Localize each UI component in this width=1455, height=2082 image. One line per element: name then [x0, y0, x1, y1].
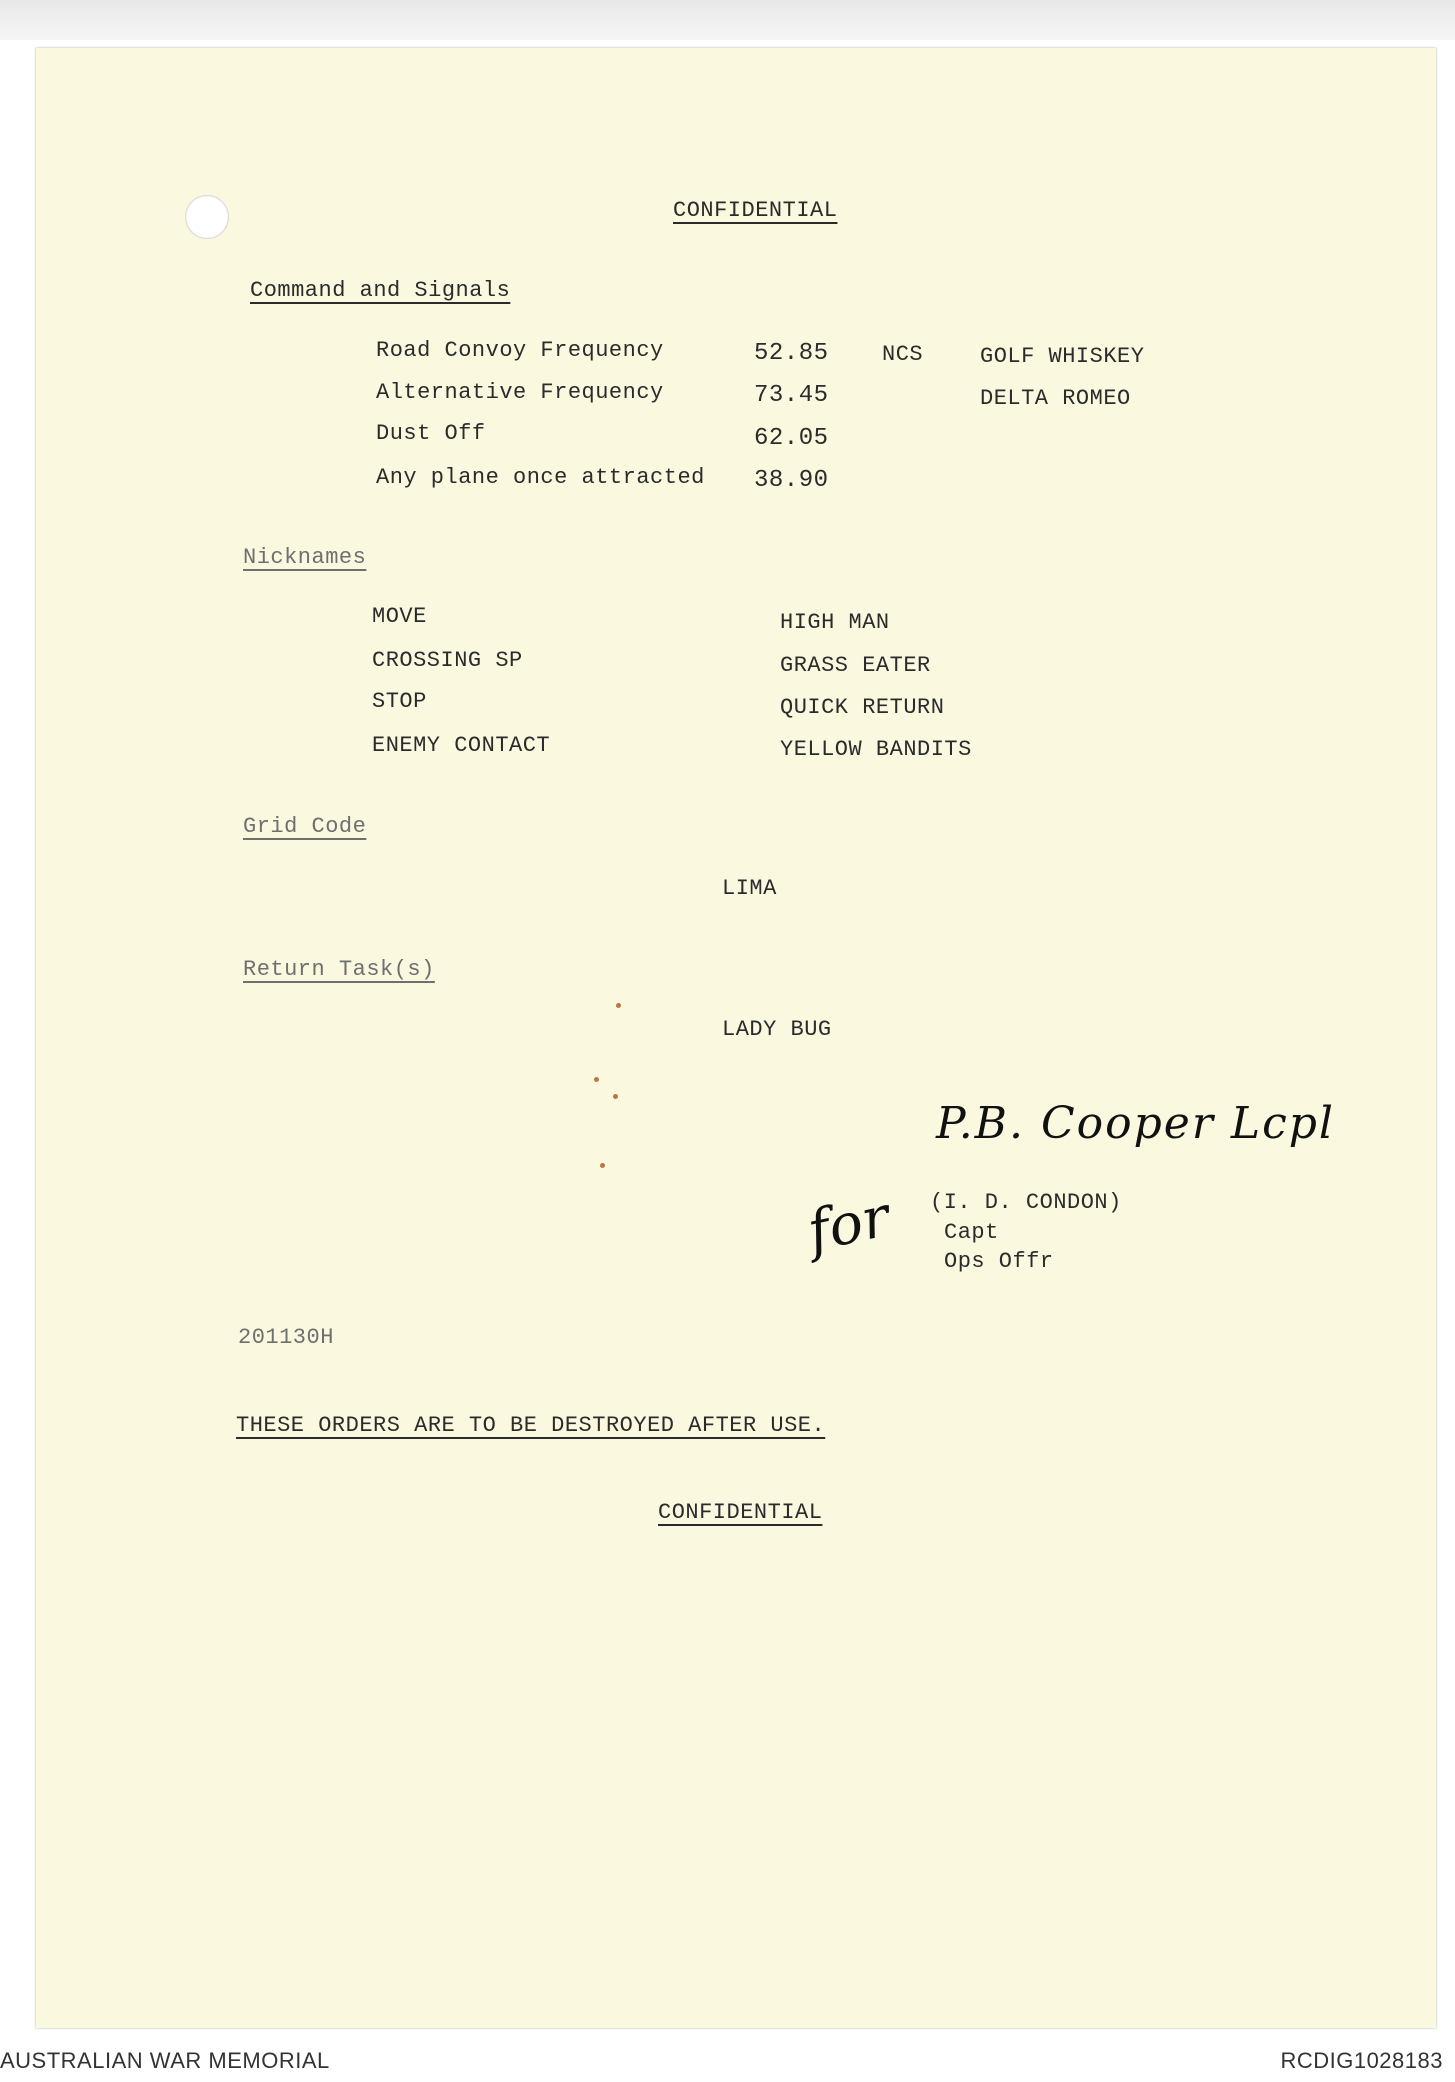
- handwritten-signature: P.B. Cooper Lcpl: [936, 1098, 1335, 1149]
- nickname: QUICK RETURN: [780, 695, 945, 720]
- section-heading-grid-code: Grid Code: [243, 814, 367, 839]
- frequency-value: 62.05: [754, 425, 829, 452]
- grid-code-value: LIMA: [722, 876, 777, 901]
- callsign: DELTA ROMEO: [980, 386, 1131, 411]
- frequency-value: 52.85: [754, 340, 829, 367]
- section-heading-nicknames: Nicknames: [243, 545, 367, 570]
- date-time-group: 201130H: [238, 1325, 334, 1350]
- event-name: MOVE: [372, 604, 427, 629]
- event-name: CROSSING SP: [372, 648, 523, 673]
- destroy-warning: THESE ORDERS ARE TO BE DESTROYED AFTER USE.: [236, 1413, 826, 1438]
- footer-classification: CONFIDENTIAL: [658, 1500, 823, 1525]
- frequency-value: 38.90: [754, 467, 829, 494]
- paper-speck: [594, 1077, 599, 1082]
- frequency-label: Any plane once attracted: [376, 465, 705, 490]
- archive-reference: RCDIG1028183: [1280, 2048, 1443, 2073]
- nickname: YELLOW BANDITS: [780, 737, 972, 762]
- nickname: GRASS EATER: [780, 653, 931, 678]
- nickname: HIGH MAN: [780, 610, 890, 635]
- frequency-label: Dust Off: [376, 421, 486, 446]
- section-heading-return-task: Return Task(s): [243, 957, 435, 982]
- paper-speck: [616, 1003, 621, 1008]
- signatory-rank: Capt: [944, 1220, 999, 1245]
- net-control-station: NCS: [882, 342, 924, 367]
- signatory-role: Ops Offr: [944, 1249, 1054, 1274]
- handwritten-for: for: [802, 1184, 896, 1265]
- scanner-top-strip: [0, 0, 1455, 40]
- event-name: STOP: [372, 689, 427, 714]
- callsign: GOLF WHISKEY: [980, 344, 1145, 369]
- return-task-value: LADY BUG: [722, 1017, 832, 1042]
- frequency-value: 73.45: [754, 382, 829, 409]
- archive-credit: AUSTRALIAN WAR MEMORIAL: [0, 2048, 330, 2073]
- punch-hole: [185, 195, 229, 239]
- frequency-label: Road Convoy Frequency: [376, 338, 664, 363]
- event-name: ENEMY CONTACT: [372, 733, 551, 758]
- frequency-label: Alternative Frequency: [376, 380, 664, 405]
- section-heading-command-signals: Command and Signals: [250, 278, 511, 303]
- typed-signatory-name: (I. D. CONDON): [930, 1190, 1122, 1215]
- paper-speck: [613, 1094, 618, 1099]
- header-classification: CONFIDENTIAL: [673, 198, 838, 223]
- paper-speck: [600, 1163, 605, 1168]
